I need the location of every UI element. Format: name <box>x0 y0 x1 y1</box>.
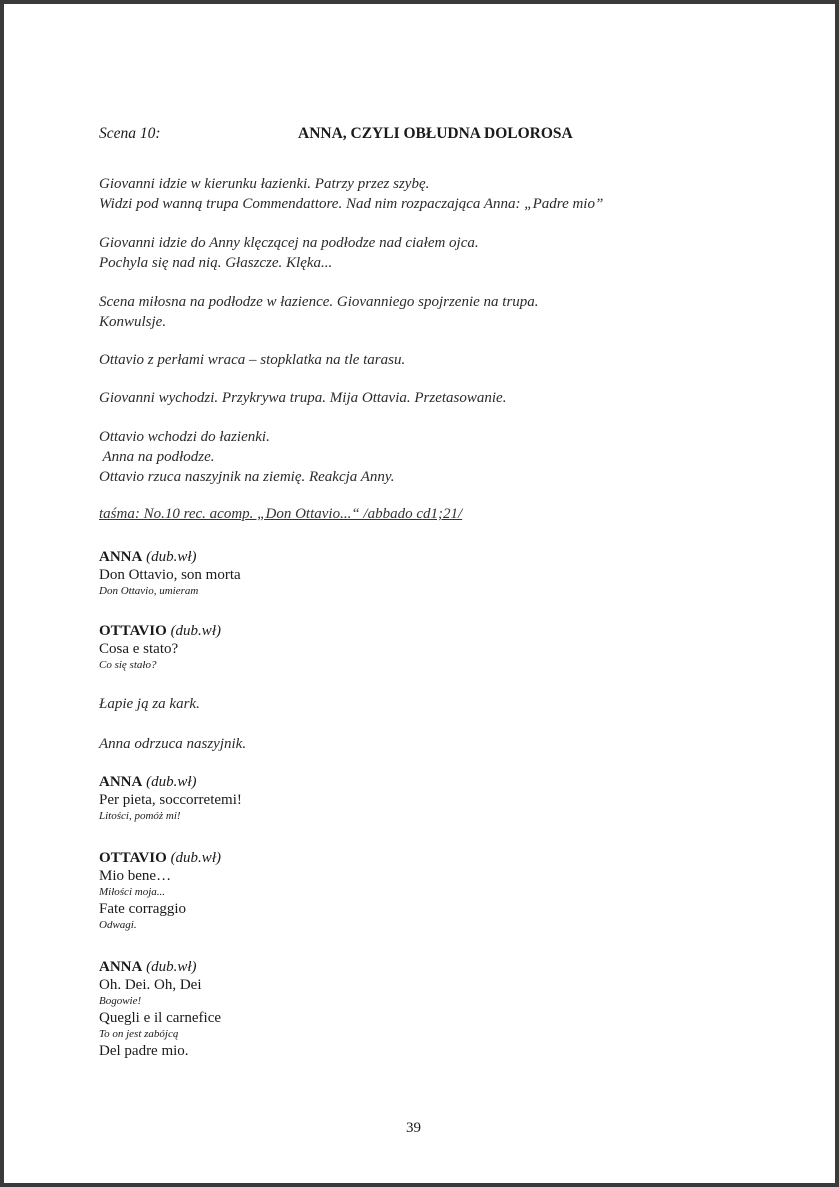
direction-line: Giovanni wychodzi. Przykrywa trupa. Mija Ottavia. Przetasowanie. <box>99 390 507 406</box>
direction-line: Giovanni idzie w kierunku łazienki. Patrzy przez szybę. <box>99 176 430 192</box>
sung-line: Don Ottavio, son morta <box>99 567 241 583</box>
direction-line: Ottavio z perłami wraca – stopklatka na tle tarasu. <box>99 352 406 368</box>
speaker-name: ANNA <box>99 549 143 565</box>
direction-line: Łapie ją za kark. <box>99 696 200 712</box>
stage-direction <box>99 174 603 214</box>
translation-line: Don Ottavio, umieram <box>99 585 199 597</box>
dialogue-block <box>99 548 241 599</box>
stage-direction <box>99 427 395 487</box>
direction-line: Giovanni idzie do Anny klęczącej na podłodze nad ciałem ojca. <box>99 235 479 251</box>
sung-line: Quegli e il carnefice <box>99 1010 222 1026</box>
scene-header <box>99 125 699 147</box>
dialogue-block <box>99 849 221 933</box>
speaker-note: (dub.wł) <box>146 774 197 790</box>
translation-line: Co się stało? <box>99 659 157 671</box>
document-page <box>4 4 835 1183</box>
sung-line: Del padre mio. <box>99 1043 189 1059</box>
speaker <box>99 548 241 566</box>
speaker-note: (dub.wł) <box>170 850 221 866</box>
translation-line: Miłości moja... <box>99 886 165 898</box>
stage-direction <box>99 694 200 714</box>
speaker-name: ANNA <box>99 774 143 790</box>
speaker-note: (dub.wł) <box>146 959 197 975</box>
stage-direction <box>99 292 539 332</box>
scene-title: ANNA, CZYLI OBŁUDNA DOLOROSA <box>298 125 573 142</box>
speaker-name: OTTAVIO <box>99 623 167 639</box>
direction-line: Konwulsje. <box>99 314 167 330</box>
speaker <box>99 958 221 976</box>
stage-direction <box>99 233 479 273</box>
translation-line: Bogowie! <box>99 995 142 1007</box>
direction-line: Anna na podłodze. <box>99 449 215 465</box>
direction-line: Ottavio rzuca naszyjnik na ziemię. Reakcja Anny. <box>99 469 395 485</box>
translation-line: Litości, pomóż mi! <box>99 810 181 822</box>
sung-line: Per pieta, soccorretemi! <box>99 792 242 808</box>
speaker-note: (dub.wł) <box>170 623 221 639</box>
speaker <box>99 622 221 640</box>
direction-line: Pochyla się nad nią. Głaszcze. Klęka... <box>99 255 333 271</box>
sung-line: Mio bene… <box>99 868 172 884</box>
direction-line: Anna odrzuca naszyjnik. <box>99 736 247 752</box>
page-number: 39 <box>406 1120 421 1136</box>
stage-direction <box>99 734 246 754</box>
translation-line: Odwagi. <box>99 919 137 931</box>
translation-line: To on jest zabójcą <box>99 1028 179 1040</box>
speaker-name: ANNA <box>99 959 143 975</box>
sung-line: Cosa e stato? <box>99 641 179 657</box>
stage-direction <box>99 350 405 370</box>
speaker-name: OTTAVIO <box>99 850 167 866</box>
speaker <box>99 849 221 867</box>
direction-line: Widzi pod wanną trupa Commendattore. Nad nim rozpaczająca Anna: „Padre mio” <box>99 196 604 212</box>
sung-line: Oh. Dei. Oh, Dei <box>99 977 202 993</box>
speaker <box>99 773 242 791</box>
stage-direction <box>99 388 506 408</box>
sung-line: Fate corraggio <box>99 901 187 917</box>
dialogue-block <box>99 622 221 673</box>
dialogue-block <box>99 773 242 824</box>
speaker-note: (dub.wł) <box>146 549 197 565</box>
scene-label: Scena 10: <box>99 125 161 142</box>
direction-line: Ottavio wchodzi do łazienki. <box>99 429 270 445</box>
tape-cue: taśma: No.10 rec. acomp. „Don Ottavio...“ /abbado cd1;21/ <box>99 506 463 522</box>
dialogue-block <box>99 958 221 1060</box>
direction-line: Scena miłosna na podłodze w łazience. Giovanniego spojrzenie na trupa. <box>99 294 539 310</box>
